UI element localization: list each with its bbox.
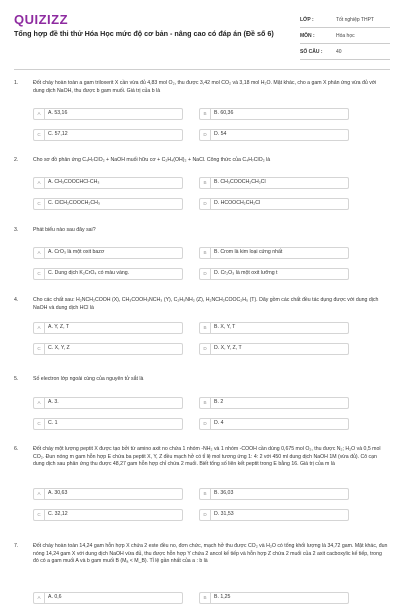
option-a[interactable] <box>33 488 183 500</box>
option-text: D. Cr₂O₃ là một oxit lưỡng t <box>214 270 278 277</box>
option-letter: D <box>200 510 211 520</box>
option-a[interactable] <box>33 177 183 189</box>
option-text: B. X, Y, T <box>214 324 236 331</box>
meta-label: SỐ CÂU : <box>300 48 323 55</box>
option-c[interactable] <box>33 509 183 521</box>
option-a[interactable] <box>33 397 183 409</box>
option-c[interactable] <box>33 418 183 430</box>
question-2 <box>14 157 390 217</box>
question-1 <box>14 80 390 140</box>
option-text: B. CH₃COOCH₂CH₂Cl <box>214 179 266 186</box>
option-c[interactable] <box>33 198 183 210</box>
option-b[interactable] <box>199 322 349 334</box>
option-text: A. 3. <box>48 399 59 406</box>
question-number: 4. <box>14 297 19 303</box>
option-letter: B <box>200 178 211 188</box>
option-d[interactable] <box>199 268 349 280</box>
option-text: D. 31,53 <box>214 511 234 518</box>
option-b[interactable] <box>199 488 349 500</box>
question-number: 6. <box>14 446 19 452</box>
option-text: D. X, Y, Z, T <box>214 345 242 352</box>
question-text: Phát biểu nào sau đây sai? <box>33 227 96 233</box>
question-6 <box>14 446 390 532</box>
option-letter: A <box>34 323 45 333</box>
question-text: Cho các chất sau: H₂NCH₂COOH (X), CH₃COOH₃NCH₃ (Y), C₂H₅NH₂ (Z), H₂NCH₂COOC₂H₅ (T). Dãy gồm các chất đều tác dụng được với dung dịch NaOH và dung dịch HCl là <box>33 297 379 311</box>
question-number: 3. <box>14 227 19 233</box>
meta-value: Hóa học <box>336 32 355 39</box>
option-b[interactable] <box>199 247 349 259</box>
option-text: B. 1,25 <box>214 594 231 601</box>
option-c[interactable] <box>33 343 183 355</box>
option-letter: B <box>200 248 211 258</box>
option-a[interactable] <box>33 322 183 334</box>
option-letter: D <box>200 419 211 429</box>
question-3 <box>14 227 390 287</box>
option-text: A. CrO₃ là một oxit bazơ <box>48 249 105 256</box>
meta-table <box>300 12 390 60</box>
option-letter: B <box>200 109 211 119</box>
question-number: 1. <box>14 80 19 86</box>
option-letter: A <box>34 593 45 603</box>
option-text: D. 4 <box>214 420 224 427</box>
option-c[interactable] <box>33 129 183 141</box>
option-a[interactable] <box>33 247 183 259</box>
question-number: 7. <box>14 543 19 549</box>
option-text: B. 60,36 <box>214 110 234 117</box>
option-d[interactable] <box>199 198 349 210</box>
question-text: Đốt cháy hoàn toàn a gam triloxerit X cần vừa đủ 4,83 mol O₂, thu được 3,42 mol CO₂ và 3,18 mol H₂O. Mặt khác, cho a gam X phản ứng vừa đủ với dung dịch NaOH, thu được b gam muối. Giá trị của b là <box>33 80 377 94</box>
question-text: Cho sơ đồ phản ứng C₄H₇ClO₂ + NaOH muối hữu cơ + C₂H₄(OH)₂ + NaCl. Công thức của C₄H₇ClO₂ là <box>33 157 271 163</box>
quizizz-logo: QUIZIZZ <box>14 12 69 27</box>
meta-row-count <box>300 44 390 60</box>
meta-value: 40 <box>336 48 342 55</box>
option-text: B. Crom là kim loại cứng nhất <box>214 249 283 256</box>
option-text: A. CH₃COOCHCl-CH₃ <box>48 179 100 186</box>
option-text: D. HCOOCH₂CH₂Cl <box>214 200 261 207</box>
option-letter: D <box>200 199 211 209</box>
option-letter: B <box>200 398 211 408</box>
option-letter: B <box>200 593 211 603</box>
option-d[interactable] <box>199 418 349 430</box>
question-text: Số electron lớp ngoài cùng của nguyên tử sắt là <box>33 376 144 382</box>
option-text: C. 1 <box>48 420 58 427</box>
question-7 <box>14 543 390 600</box>
question-text: Đốt cháy hoàn toàn 14,24 gam hỗn hợp X chứa 2 este đều no, đơn chức, mạch hở thu được CO₂ và H₂O có tổng khối lượng là 34,72 gam. Mặt khác, đun nóng 14,24 gam X với dung dịch NaOH vừa đủ, thu được hỗn hợp Y chứa 2 ancol kế tiếp và hỗn hợp Z chứa 2 muối của 2 axit cacboxylic kế tiếp, trong đó có a gam muối A và b gam muối B (Mₐ < M_B). Tỉ lệ gần nhất của a : b là <box>33 543 388 564</box>
option-b[interactable] <box>199 177 349 189</box>
option-letter: A <box>34 489 45 499</box>
option-letter: D <box>200 344 211 354</box>
option-text: A. Y, Z, T <box>48 324 70 331</box>
option-b[interactable] <box>199 592 349 604</box>
option-text: A. 30,63 <box>48 490 68 497</box>
option-text: D. 54 <box>214 131 227 138</box>
question-number: 2. <box>14 157 19 163</box>
option-text: A. 0,6 <box>48 594 62 601</box>
option-letter: D <box>200 269 211 279</box>
option-letter: A <box>34 109 45 119</box>
meta-label: MÔN : <box>300 32 315 39</box>
question-number: 5. <box>14 376 19 382</box>
option-text: C. X, Y, Z <box>48 345 70 352</box>
option-letter: B <box>200 489 211 499</box>
option-text: B. 2 <box>214 399 224 406</box>
option-d[interactable] <box>199 509 349 521</box>
option-c[interactable] <box>33 268 183 280</box>
option-letter: C <box>34 419 45 429</box>
worksheet-title: Tổng hợp đề thi thử Hóa Học mức độ cơ bản - nâng cao có đáp án (Đề số 6) <box>14 29 274 38</box>
option-d[interactable] <box>199 129 349 141</box>
option-b[interactable] <box>199 108 349 120</box>
meta-value: Tốt nghiệp THPT <box>336 16 374 23</box>
option-text: C. Dung dịch K₂CrO₄ có màu vàng. <box>48 270 130 277</box>
option-text: B. 36,03 <box>214 490 234 497</box>
option-d[interactable] <box>199 343 349 355</box>
meta-row-subject <box>300 28 390 44</box>
header-divider <box>14 69 390 70</box>
option-letter: A <box>34 398 45 408</box>
question-4 <box>14 297 390 365</box>
option-letter: A <box>34 248 45 258</box>
option-letter: D <box>200 130 211 140</box>
option-text: C. 32,12 <box>48 511 68 518</box>
option-letter: C <box>34 510 45 520</box>
meta-row-class <box>300 12 390 28</box>
option-letter: B <box>200 323 211 333</box>
option-text: A. 53,16 <box>48 110 68 117</box>
option-letter: C <box>34 130 45 140</box>
meta-label: LỚP : <box>300 16 314 23</box>
option-b[interactable] <box>199 397 349 409</box>
option-text: C. ClCH₂COOCH₂CH₃ <box>48 200 100 207</box>
option-letter: A <box>34 178 45 188</box>
question-5 <box>14 376 390 436</box>
option-letter: C <box>34 344 45 354</box>
option-a[interactable] <box>33 592 183 604</box>
option-text: C. 57,12 <box>48 131 68 138</box>
question-text: Đốt cháy một lượng peptit X được tạo bởi từ amino axit no chứa 1 nhóm -NH₂ và 1 nhóm -COOH cần dùng 0,675 mol O₂, thu được N₂; H₂O và 0,5 mol CO₂. Đun nóng m gam hỗn hợp E chứa ba peptit X, Y, Z đều mạch hở có tỉ lệ mol tương ứng 1: 4: 2 với 450 ml dung dịch NaOH 1M (vừa đủ). Cô cạn dung dịch sau phản ứng thu được 48,27 gam hỗn hợp chỉ chứa 2 muối. Biết tổng số liên kết peptit trong E bằng 16. Giá trị của m là <box>33 446 381 467</box>
option-a[interactable] <box>33 108 183 120</box>
option-letter: C <box>34 199 45 209</box>
option-letter: C <box>34 269 45 279</box>
